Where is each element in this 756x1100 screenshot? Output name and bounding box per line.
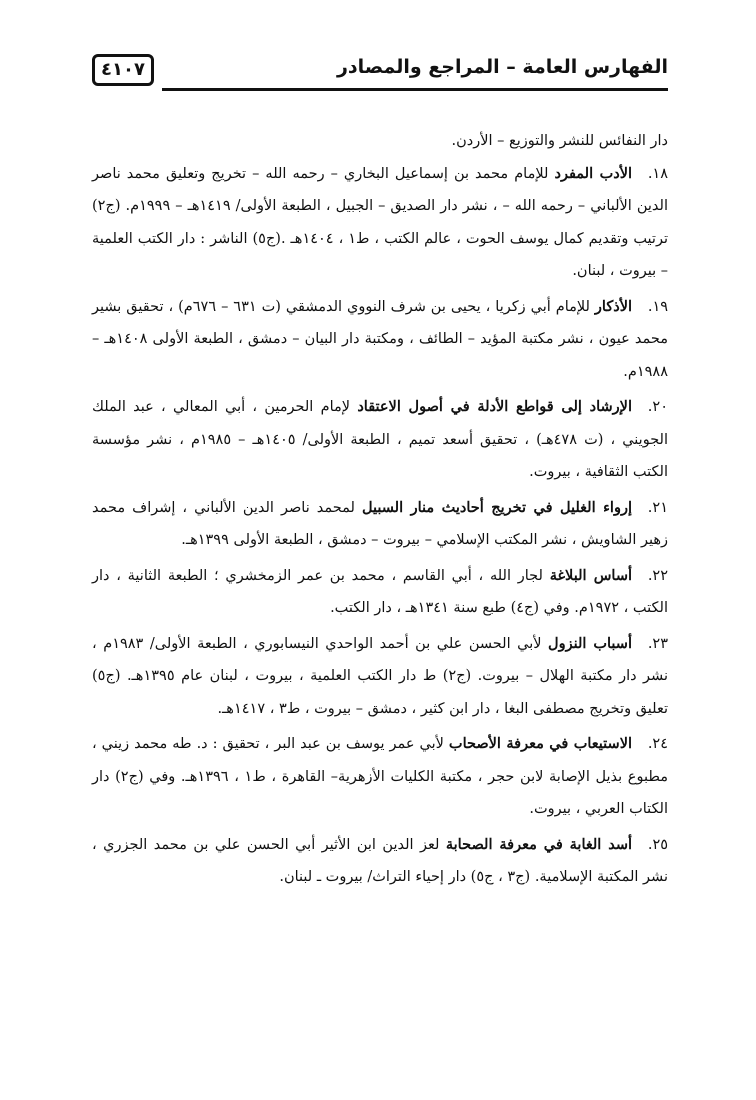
entry-title: أسد الغابة في معرفة الصحابة xyxy=(445,835,633,853)
entry-number: ٢٤. xyxy=(647,736,668,752)
bibliography-entry xyxy=(92,560,668,625)
entry-title: الأدب المفرد xyxy=(554,164,632,182)
entry-text: لإمام الحرمين ، أبي المعالي ، عبد الملك الجويني ، (ت ٤٧٨هـ) ، تحقيق أسعد تميم ، الطبعة الأولى/ ١٤٠٥هـ – ١٩٨٥م ، نشر مؤسسة الكتب الثقافية ، بيروت. xyxy=(92,399,669,480)
entry-number: ٢٥. xyxy=(647,836,669,853)
entry-text: للإمام محمد بن إسماعيل البخاري – رحمه الله – تخريج وتعليق محمد ناصر الدين الألباني – رحمه الله – ، نشر دار الصديق – الجبيل ، الطبعة الأولى/ ١٤١٩هـ – ١٩٩٩م. (ج٢) ترتيب وتقديم كمال يوسف الحوت ، عالم الكتب ، ط١ ، ١٤٠٤هـ .(ج٥) الناشر : دار الكتب العلمية – بيروت ، لبنان. xyxy=(92,165,668,279)
page-header xyxy=(92,52,668,92)
continuation-line: دار النفائس للنشر والتوزيع – الأردن. xyxy=(451,133,668,149)
entry-number: ١٩. xyxy=(647,298,669,315)
header-rule xyxy=(162,88,668,91)
entry-text: لأبي الحسن علي بن أحمد الواحدي النيسابوري ، الطبعة الأولى/ ١٩٨٣م ، نشر دار مكتبة الهلال – بيروت. (ج٢) ط دار الكتب العلمية ، بيروت ، لبنان عام ١٣٩٥هـ. (ج٥) تعليق وتخريج مصطفى البغا ، دار ابن كثير ، دمشق – بيروت ، ط٣ ، ١٤١٧هـ. xyxy=(92,635,668,717)
bibliography-entry xyxy=(92,291,668,389)
entry-title: إرواء الغليل في تخريج أحاديث منار السبيل xyxy=(362,498,632,516)
entry-title: أسباب النزول xyxy=(548,634,632,652)
entry-number: ٢١. xyxy=(647,499,668,516)
bibliography-entry xyxy=(92,829,668,894)
bibliography-entry xyxy=(92,391,668,489)
entry-text: لأبي عمر يوسف بن عبد البر ، تحقيق : د. طه محمد زيني ، مطبوع بذيل الإصابة لابن حجر ، مكتبة الكليات الأزهرية– القاهرة ، ط١ ، ١٣٩٦هـ. وفي (ج٢) دار الكتاب العربي ، بيروت. xyxy=(92,736,668,817)
bibliography-entry xyxy=(92,158,668,288)
running-title: الفهارس العامة – المراجع والمصادر xyxy=(336,56,668,78)
entry-title: أساس البلاغة xyxy=(549,566,632,584)
entry-title: الإرشاد إلى قواطع الأدلة في أصول الاعتقاد xyxy=(357,398,632,415)
entry-number: ٢٢. xyxy=(647,567,668,584)
entry-text: لمحمد ناصر الدين الألباني ، إشراف محمد زهير الشاويش ، نشر المكتب الإسلامي – بيروت – دمشق ، الطبعة الأولى ١٣٩٩هـ. xyxy=(92,499,668,548)
page-number: ٤١٠٧ xyxy=(92,54,154,86)
entry-text: لعز الدين ابن الأثير أبي الحسن علي بن محمد الجزري ، نشر المكتبة الإسلامية. (ج٣ ، ج٥) دار إحياء التراث/ بيروت ـ لبنان. xyxy=(92,836,668,885)
entry-number: ١٨. xyxy=(647,165,668,182)
entry-text: للإمام أبي زكريا ، يحيى بن شرف النووي الدمشقي (ت ٦٣١ – ٦٧٦م) ، تحقيق بشير محمد عيون ، نشر مكتبة المؤيد – الطائف ، ومكتبة دار البيان – دمشق ، الطبعة الأولى ١٤٠٨هـ – ١٩٨٨م. xyxy=(92,298,668,380)
bibliography-entry xyxy=(92,728,668,826)
bibliography-content xyxy=(92,125,668,894)
entry-number: ٢٣. xyxy=(647,635,668,652)
entry-number: ٢٠. xyxy=(647,399,668,415)
entry-text: لجار الله ، أبي القاسم ، محمد بن عمر الزمخشري ؛ الطبعة الثانية ، دار الكتب ، ١٩٧٢م. وفي (ج٤) طبع سنة ١٣٤١هـ ، دار الكتب. xyxy=(92,567,668,616)
bibliography-entry xyxy=(92,628,668,726)
entry-title: الأذكار xyxy=(594,297,633,315)
bibliography-entry xyxy=(92,492,668,557)
entry-title: الاستيعاب في معرفة الأصحاب xyxy=(448,735,632,752)
